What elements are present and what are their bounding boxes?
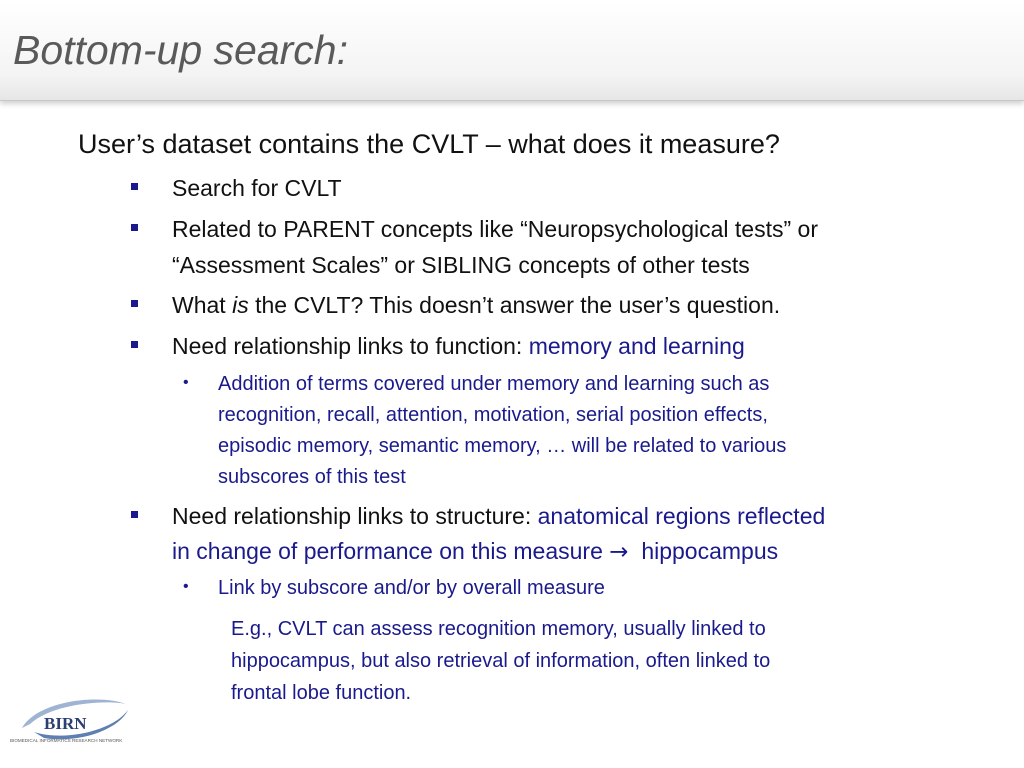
bullet-structure-highlight: anatomical regions reflected bbox=[537, 503, 826, 529]
square-bullet-icon bbox=[131, 183, 138, 190]
logo-name: BIRN bbox=[44, 714, 87, 733]
bullet-function-text: Need relationship links to function: bbox=[172, 333, 529, 359]
dot-bullet-icon: • bbox=[183, 578, 189, 595]
bullet-function-highlight: memory and learning bbox=[528, 333, 745, 359]
bullet-related-line2: “Assessment Scales” or SIBLING concepts of other tests bbox=[172, 252, 750, 278]
bullet-search-cvlt: Search for CVLT bbox=[172, 175, 342, 201]
bullet-what-em: is bbox=[232, 292, 249, 318]
bullet-structure-line1 bbox=[172, 503, 825, 530]
birn-logo bbox=[8, 694, 148, 752]
example-line1: E.g., CVLT can assess recognition memory, usually linked to bbox=[231, 618, 766, 640]
bullet-what-post: the CVLT? This doesn’t answer the user’s question. bbox=[248, 292, 781, 318]
slide-title: Bottom-up search: bbox=[13, 27, 348, 73]
square-bullet-icon bbox=[131, 224, 138, 231]
bullet-structure-hippocampus: hippocampus bbox=[641, 538, 779, 564]
example-line3: frontal lobe function. bbox=[231, 682, 412, 704]
bullet-what-is bbox=[172, 292, 780, 319]
bullet-related-line1: Related to PARENT concepts like “Neuropsychological tests” or bbox=[172, 216, 818, 242]
sub-bullet-line3: episodic memory, semantic memory, … will be related to various bbox=[218, 435, 787, 457]
square-bullet-icon bbox=[131, 300, 138, 307]
sub-bullet-line4: subscores of this test bbox=[218, 466, 406, 488]
heading: User’s dataset contains the CVLT – what does it measure? bbox=[78, 129, 780, 159]
sub-bullet-link: Link by subscore and/or by overall measure bbox=[218, 577, 605, 599]
bullet-function bbox=[172, 333, 745, 360]
right-arrow-icon: → bbox=[609, 539, 629, 565]
sub-bullet-line2: recognition, recall, attention, motivation, serial position effects, bbox=[218, 404, 768, 426]
example-line2: hippocampus, but also retrieval of information, often linked to bbox=[231, 650, 771, 672]
square-bullet-icon bbox=[131, 511, 138, 518]
logo-tagline: BIOMEDICAL INFORMATICS RESEARCH NETWORK bbox=[10, 738, 123, 743]
bullet-structure-line2 bbox=[172, 538, 778, 565]
bullet-what-pre: What bbox=[172, 292, 233, 318]
bullet-structure-line2-text: in change of performance on this measure bbox=[172, 538, 603, 564]
bullet-structure-text: Need relationship links to structure: bbox=[172, 503, 538, 529]
square-bullet-icon bbox=[131, 341, 138, 348]
sub-bullet-line1: Addition of terms covered under memory and learning such as bbox=[218, 373, 770, 395]
birn-logo-graphic bbox=[8, 694, 148, 752]
dot-bullet-icon: • bbox=[183, 374, 189, 391]
